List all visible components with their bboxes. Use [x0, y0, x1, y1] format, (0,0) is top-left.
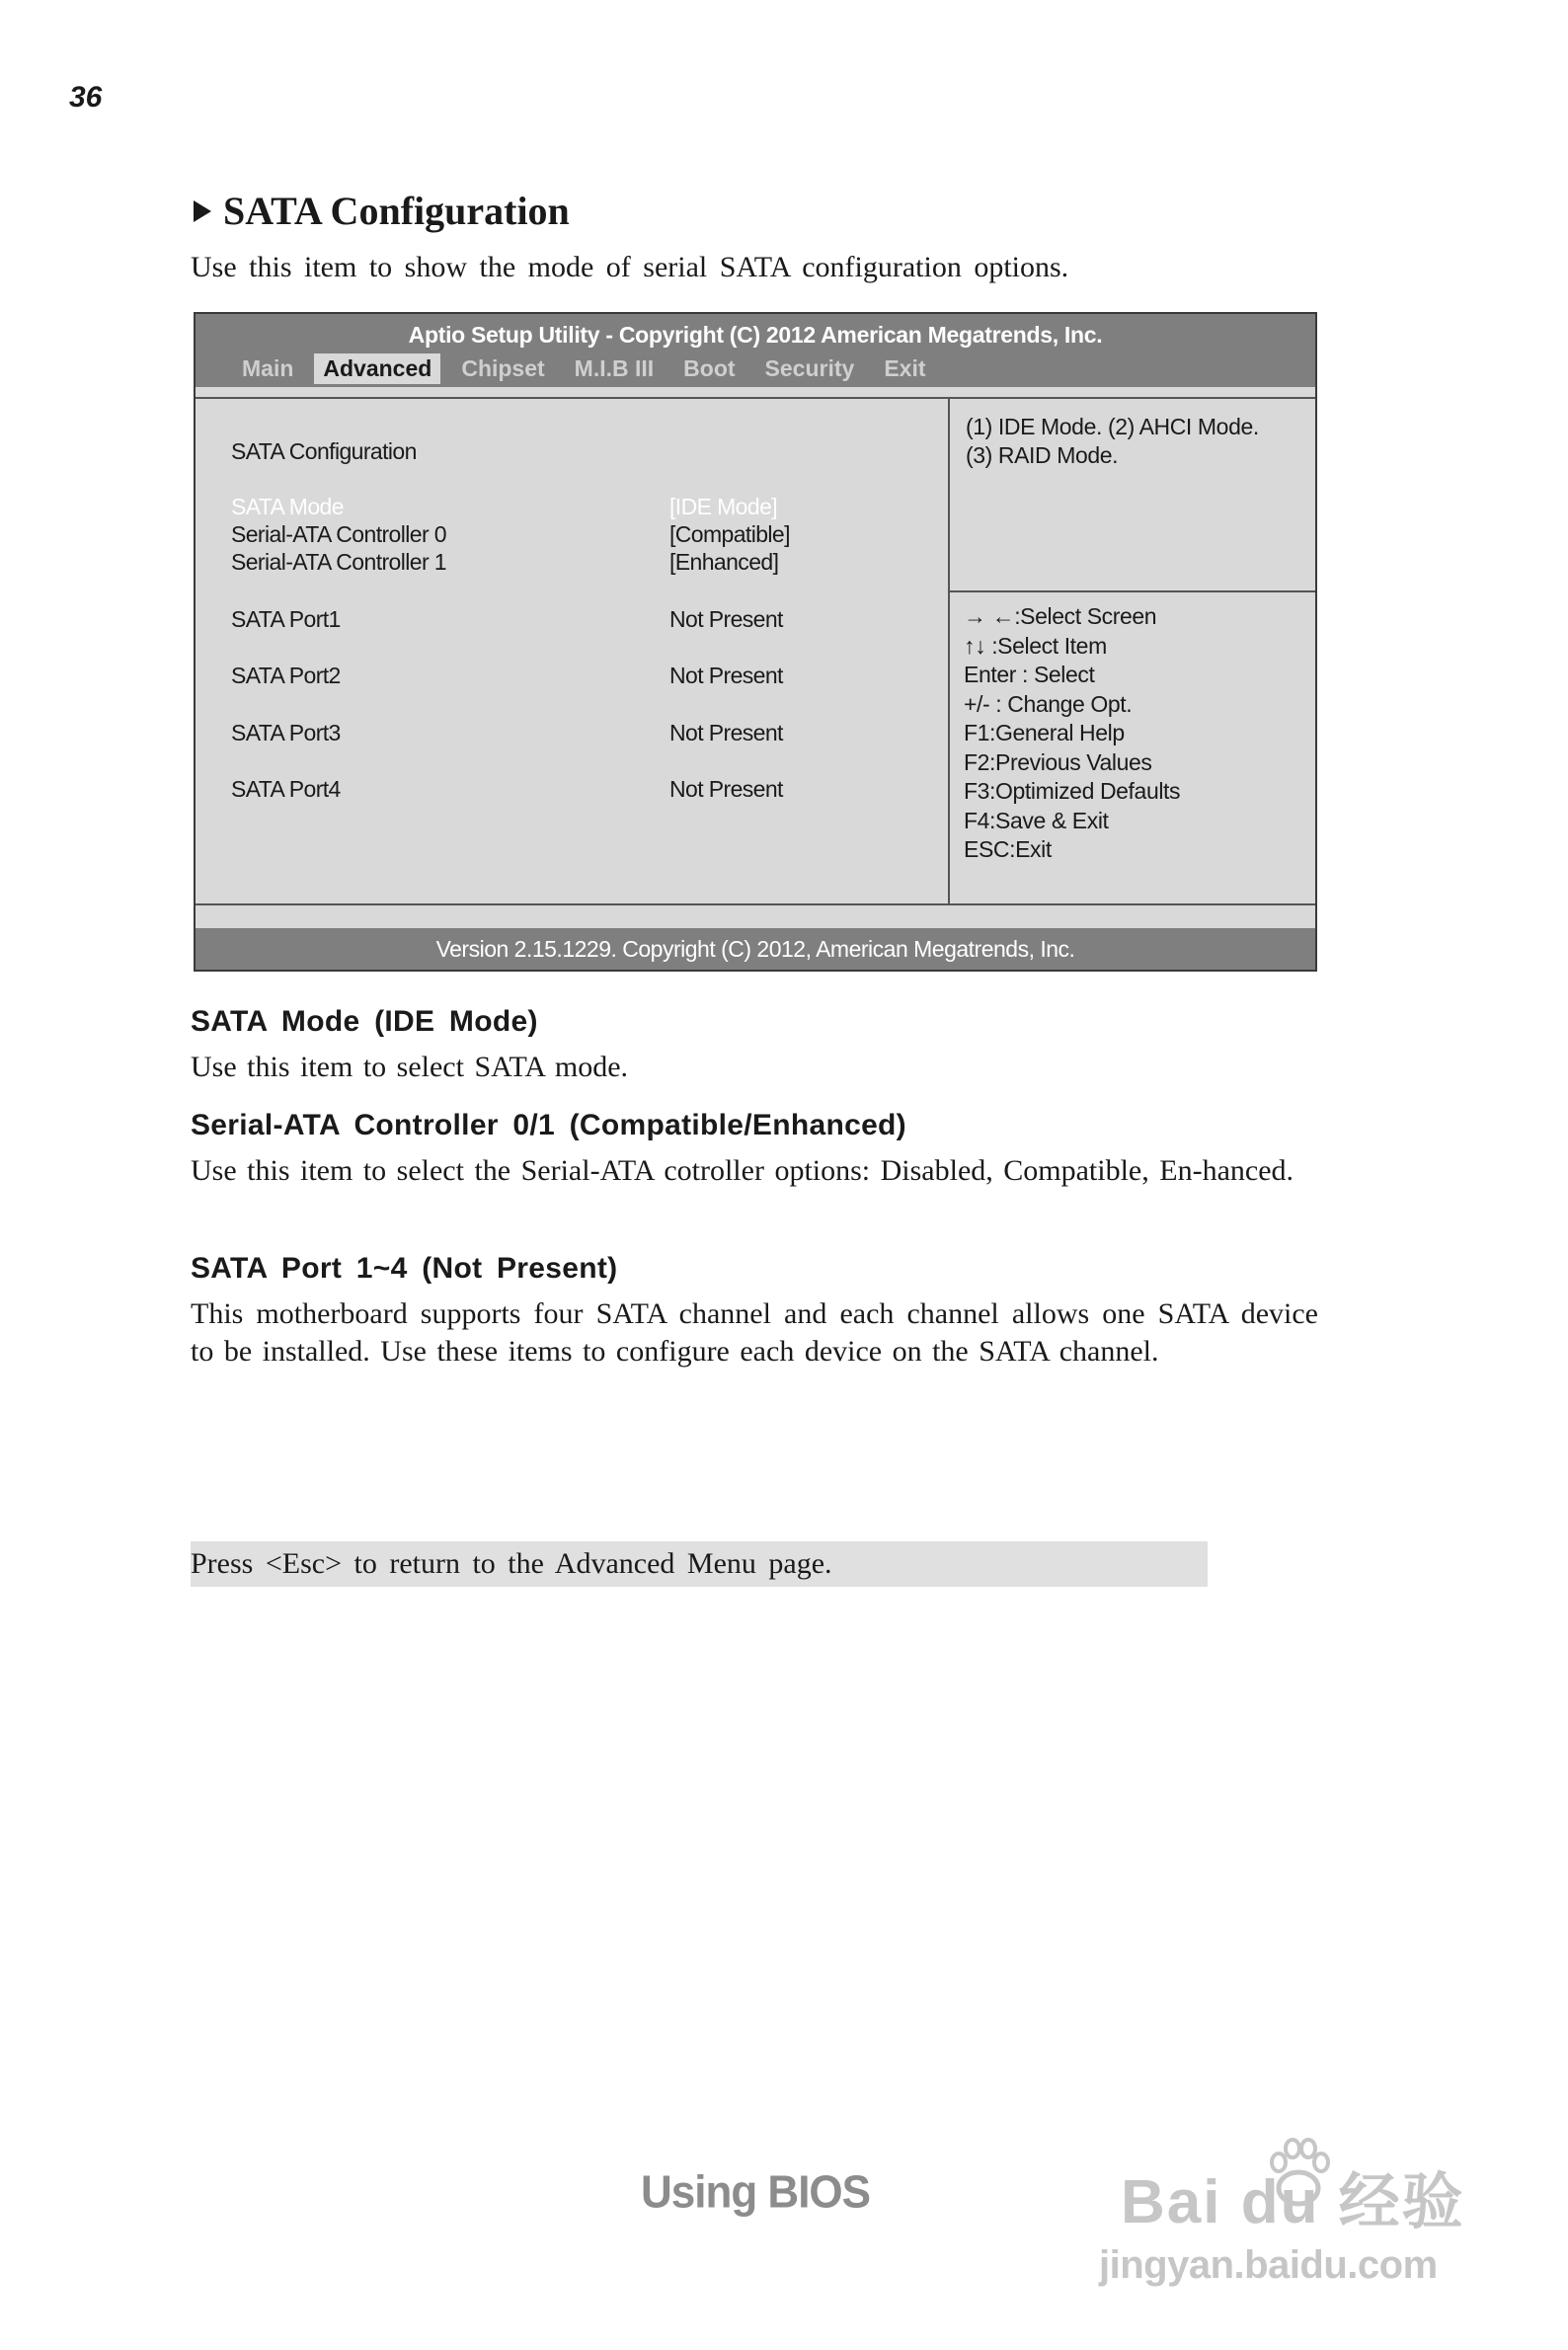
- press-esc-note: Press <Esc> to return to the Advanced Menu page.: [191, 1541, 1208, 1587]
- help-line: (1) IDE Mode. (2) AHCI Mode.: [966, 414, 1259, 439]
- bios-header: [196, 314, 1315, 387]
- tab-mib-iii[interactable]: M.I.B III: [574, 355, 655, 381]
- bios-footer: Version 2.15.1229. Copyright (C) 2012, American Megatrends, Inc.: [196, 928, 1315, 970]
- setting-value: Not Present: [669, 663, 783, 688]
- setting-label: SATA Port4: [231, 776, 341, 802]
- setting-row-sata-port4: [231, 776, 783, 803]
- help-line: (3) RAID Mode.: [966, 442, 1119, 468]
- key-f2: F2:Previous Values: [964, 748, 1152, 775]
- key-f1: F1:General Help: [964, 720, 1125, 745]
- key-change-opt: +/- : Change Opt.: [964, 690, 1133, 717]
- setting-label: Serial-ATA Controller 0: [231, 521, 446, 547]
- setting-value[interactable]: [IDE Mode]: [669, 494, 778, 519]
- setting-row-sata-port3: [231, 720, 783, 746]
- watermark-logo: Bai du 经验: [1121, 2168, 1465, 2236]
- setting-row-controller-0[interactable]: [231, 521, 790, 548]
- bios-screenshot: [194, 312, 1317, 972]
- item-text-controller: Use this item to select the Serial-ATA cotroller options: Disabled, Compatible, En-hanced.: [191, 1154, 1294, 1187]
- footer-title: Using BIOS: [640, 2166, 871, 2219]
- watermark-url: jingyan.baidu.com: [1099, 2243, 1438, 2287]
- item-heading-sata-mode: SATA Mode (IDE Mode): [191, 1005, 538, 1038]
- bios-tab-bar: [233, 353, 947, 384]
- section-title-text: SATA Configuration: [223, 189, 570, 233]
- key-select-item: ↑↓ :Select Item: [964, 632, 1107, 659]
- setting-label: SATA Mode: [231, 494, 344, 519]
- item-heading-sata-port: SATA Port 1~4 (Not Present): [191, 1252, 618, 1285]
- item-text-sata-mode: Use this item to select SATA mode.: [191, 1051, 629, 1083]
- bios-title: Aptio Setup Utility - Copyright (C) 2012 American Megatrends, Inc.: [408, 322, 1103, 348]
- setting-row-sata-mode[interactable]: [231, 494, 778, 520]
- help-text-box: [950, 399, 1315, 592]
- tab-advanced[interactable]: Advanced: [314, 353, 440, 384]
- baidu-jingyan-watermark: [1091, 2113, 1486, 2311]
- tab-chipset[interactable]: Chipset: [461, 355, 545, 381]
- item-heading-controller: Serial-ATA Controller 0/1 (Compatible/Enhanced): [191, 1109, 906, 1141]
- setting-value[interactable]: [Enhanced]: [669, 549, 779, 575]
- help-panel: [950, 399, 1315, 903]
- tab-boot[interactable]: Boot: [683, 355, 736, 381]
- key-f4: F4:Save & Exit: [964, 807, 1109, 833]
- intro-text: Use this item to show the mode of serial SATA configuration options.: [191, 251, 1069, 283]
- setting-value: Not Present: [669, 720, 783, 745]
- triangle-bullet-icon: [194, 200, 211, 222]
- setting-row-controller-1[interactable]: [231, 549, 779, 576]
- setting-value: Not Present: [669, 776, 783, 802]
- tab-main[interactable]: Main: [242, 355, 294, 381]
- setting-label: SATA Port2: [231, 663, 341, 688]
- setting-label: SATA Port1: [231, 606, 341, 632]
- setting-value[interactable]: [Compatible]: [669, 521, 790, 547]
- tab-exit[interactable]: Exit: [884, 355, 926, 381]
- setting-row-sata-port2: [231, 663, 783, 689]
- bios-body: [196, 397, 1315, 905]
- key-select-screen: → ←:Select Screen: [964, 603, 1157, 629]
- key-enter: Enter : Select: [964, 662, 1095, 687]
- setting-value: Not Present: [669, 606, 783, 632]
- section-title: [194, 188, 570, 234]
- setting-label: SATA Port3: [231, 720, 341, 745]
- settings-panel: [196, 399, 950, 903]
- setting-row-sata-port1: [231, 606, 783, 633]
- settings-heading: SATA Configuration: [231, 438, 417, 464]
- item-text-sata-port: This motherboard supports four SATA channel and each channel allows one SATA device to be installed. Use these items to configure each device on the SATA channel.: [191, 1297, 1318, 1368]
- key-legend: [950, 592, 1315, 903]
- key-esc: ESC:Exit: [964, 836, 1052, 862]
- page-number: 36: [69, 81, 103, 114]
- setting-label: Serial-ATA Controller 1: [231, 549, 446, 575]
- key-f3: F3:Optimized Defaults: [964, 778, 1181, 804]
- tab-security[interactable]: Security: [764, 355, 855, 381]
